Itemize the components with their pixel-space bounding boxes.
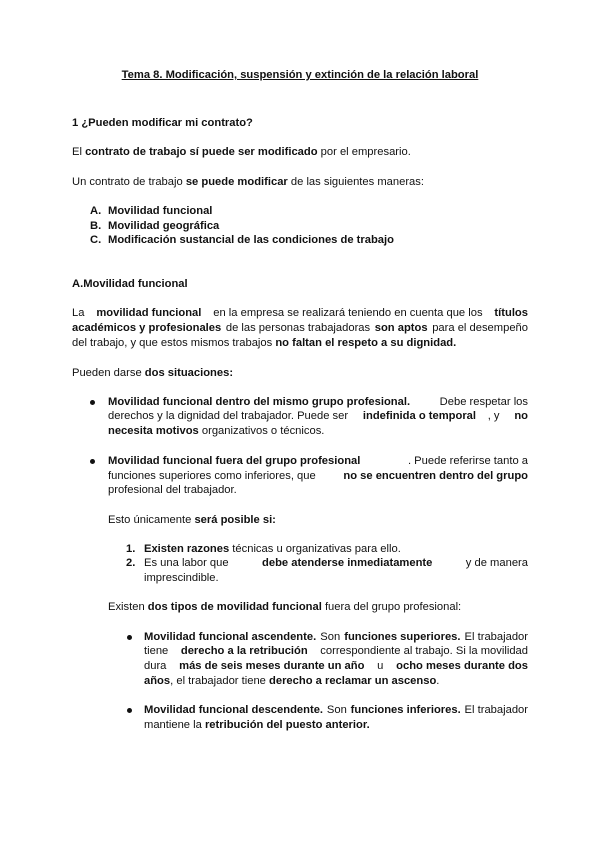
bullet-line: Movilidad funcional ascendente. Son funciones superiores. El trabajador	[144, 631, 528, 643]
list-item: Movilidad funcional	[108, 205, 213, 217]
page-title: Tema 8. Modificación, suspensión y extinción de la relación laboral	[121, 69, 479, 81]
paragraph-ways-intro: Un contrato de trabajo se puede modificar de las siguientes maneras:	[72, 176, 424, 188]
list-marker: 2.	[126, 557, 136, 569]
list-marker: A.	[90, 205, 102, 217]
list-item: Existen razones técnicas u organizativas para ello.	[144, 543, 401, 555]
list-item: Modificación sustancial de las condiciones de trabajo	[108, 234, 394, 246]
bullet-icon	[127, 708, 132, 713]
bullet-line: tiene derecho a la retribución correspondiente al trabajo. Si la movilidad	[144, 645, 528, 657]
list-marker: B.	[90, 220, 102, 232]
list-marker: 1.	[126, 543, 136, 555]
paragraph-line: La movilidad funcional en la empresa se realizará teniendo en cuenta que los títulos	[72, 307, 528, 319]
bullet-icon	[127, 635, 132, 640]
list-item: Es una labor que debe atenderse inmediatamente y de manera	[144, 557, 528, 569]
paragraph-line: académicos y profesionales de las personas trabajadoras son aptos para el desempeño	[72, 322, 528, 334]
list-marker: C.	[90, 234, 102, 246]
bullet-line: necesita motivos organizativos o técnicos.	[108, 425, 325, 437]
paragraph-line: del trabajo, y que estos mismos trabajos no faltan el respeto a su dignidad.	[72, 337, 457, 349]
bullet-line: dura más de seis meses durante un año u ocho meses durante dos	[144, 660, 528, 672]
paragraph-conditions-intro: Esto únicamente será posible si:	[108, 514, 276, 526]
bullet-line: Movilidad funcional fuera del grupo profesional . Puede referirse tanto a	[108, 455, 528, 467]
bullet-line: Movilidad funcional descendente. Son funciones inferiores. El trabajador	[144, 704, 528, 716]
paragraph-situations-intro: Pueden darse dos situaciones:	[72, 367, 234, 379]
bullet-icon	[90, 400, 95, 405]
bullet-icon	[90, 459, 95, 464]
list-item: Movilidad geográfica	[108, 220, 220, 232]
list-item-continuation: imprescindible.	[144, 572, 219, 584]
question-heading: 1 ¿Pueden modificar mi contrato?	[72, 117, 253, 129]
paragraph-contract-modifiable: El contrato de trabajo sí puede ser modificado por el empresario.	[72, 146, 411, 158]
bullet-line: Movilidad funcional dentro del mismo grupo profesional. Debe respetar los	[108, 396, 528, 408]
bullet-line: funciones superiores como inferiores, que no se encuentren dentro del grupo	[108, 470, 528, 482]
bullet-line: mantiene la retribución del puesto anterior.	[144, 719, 370, 731]
bullet-line: años, el trabajador tiene derecho a reclamar un ascenso.	[144, 675, 440, 687]
paragraph-types-intro: Existen dos tipos de movilidad funcional fuera del grupo profesional:	[108, 601, 462, 613]
bullet-line: derechos y la dignidad del trabajador. Puede ser indefinida o temporal , y no	[108, 410, 528, 422]
bullet-line: profesional del trabajador.	[108, 484, 237, 496]
section-heading: A.Movilidad funcional	[72, 278, 188, 290]
